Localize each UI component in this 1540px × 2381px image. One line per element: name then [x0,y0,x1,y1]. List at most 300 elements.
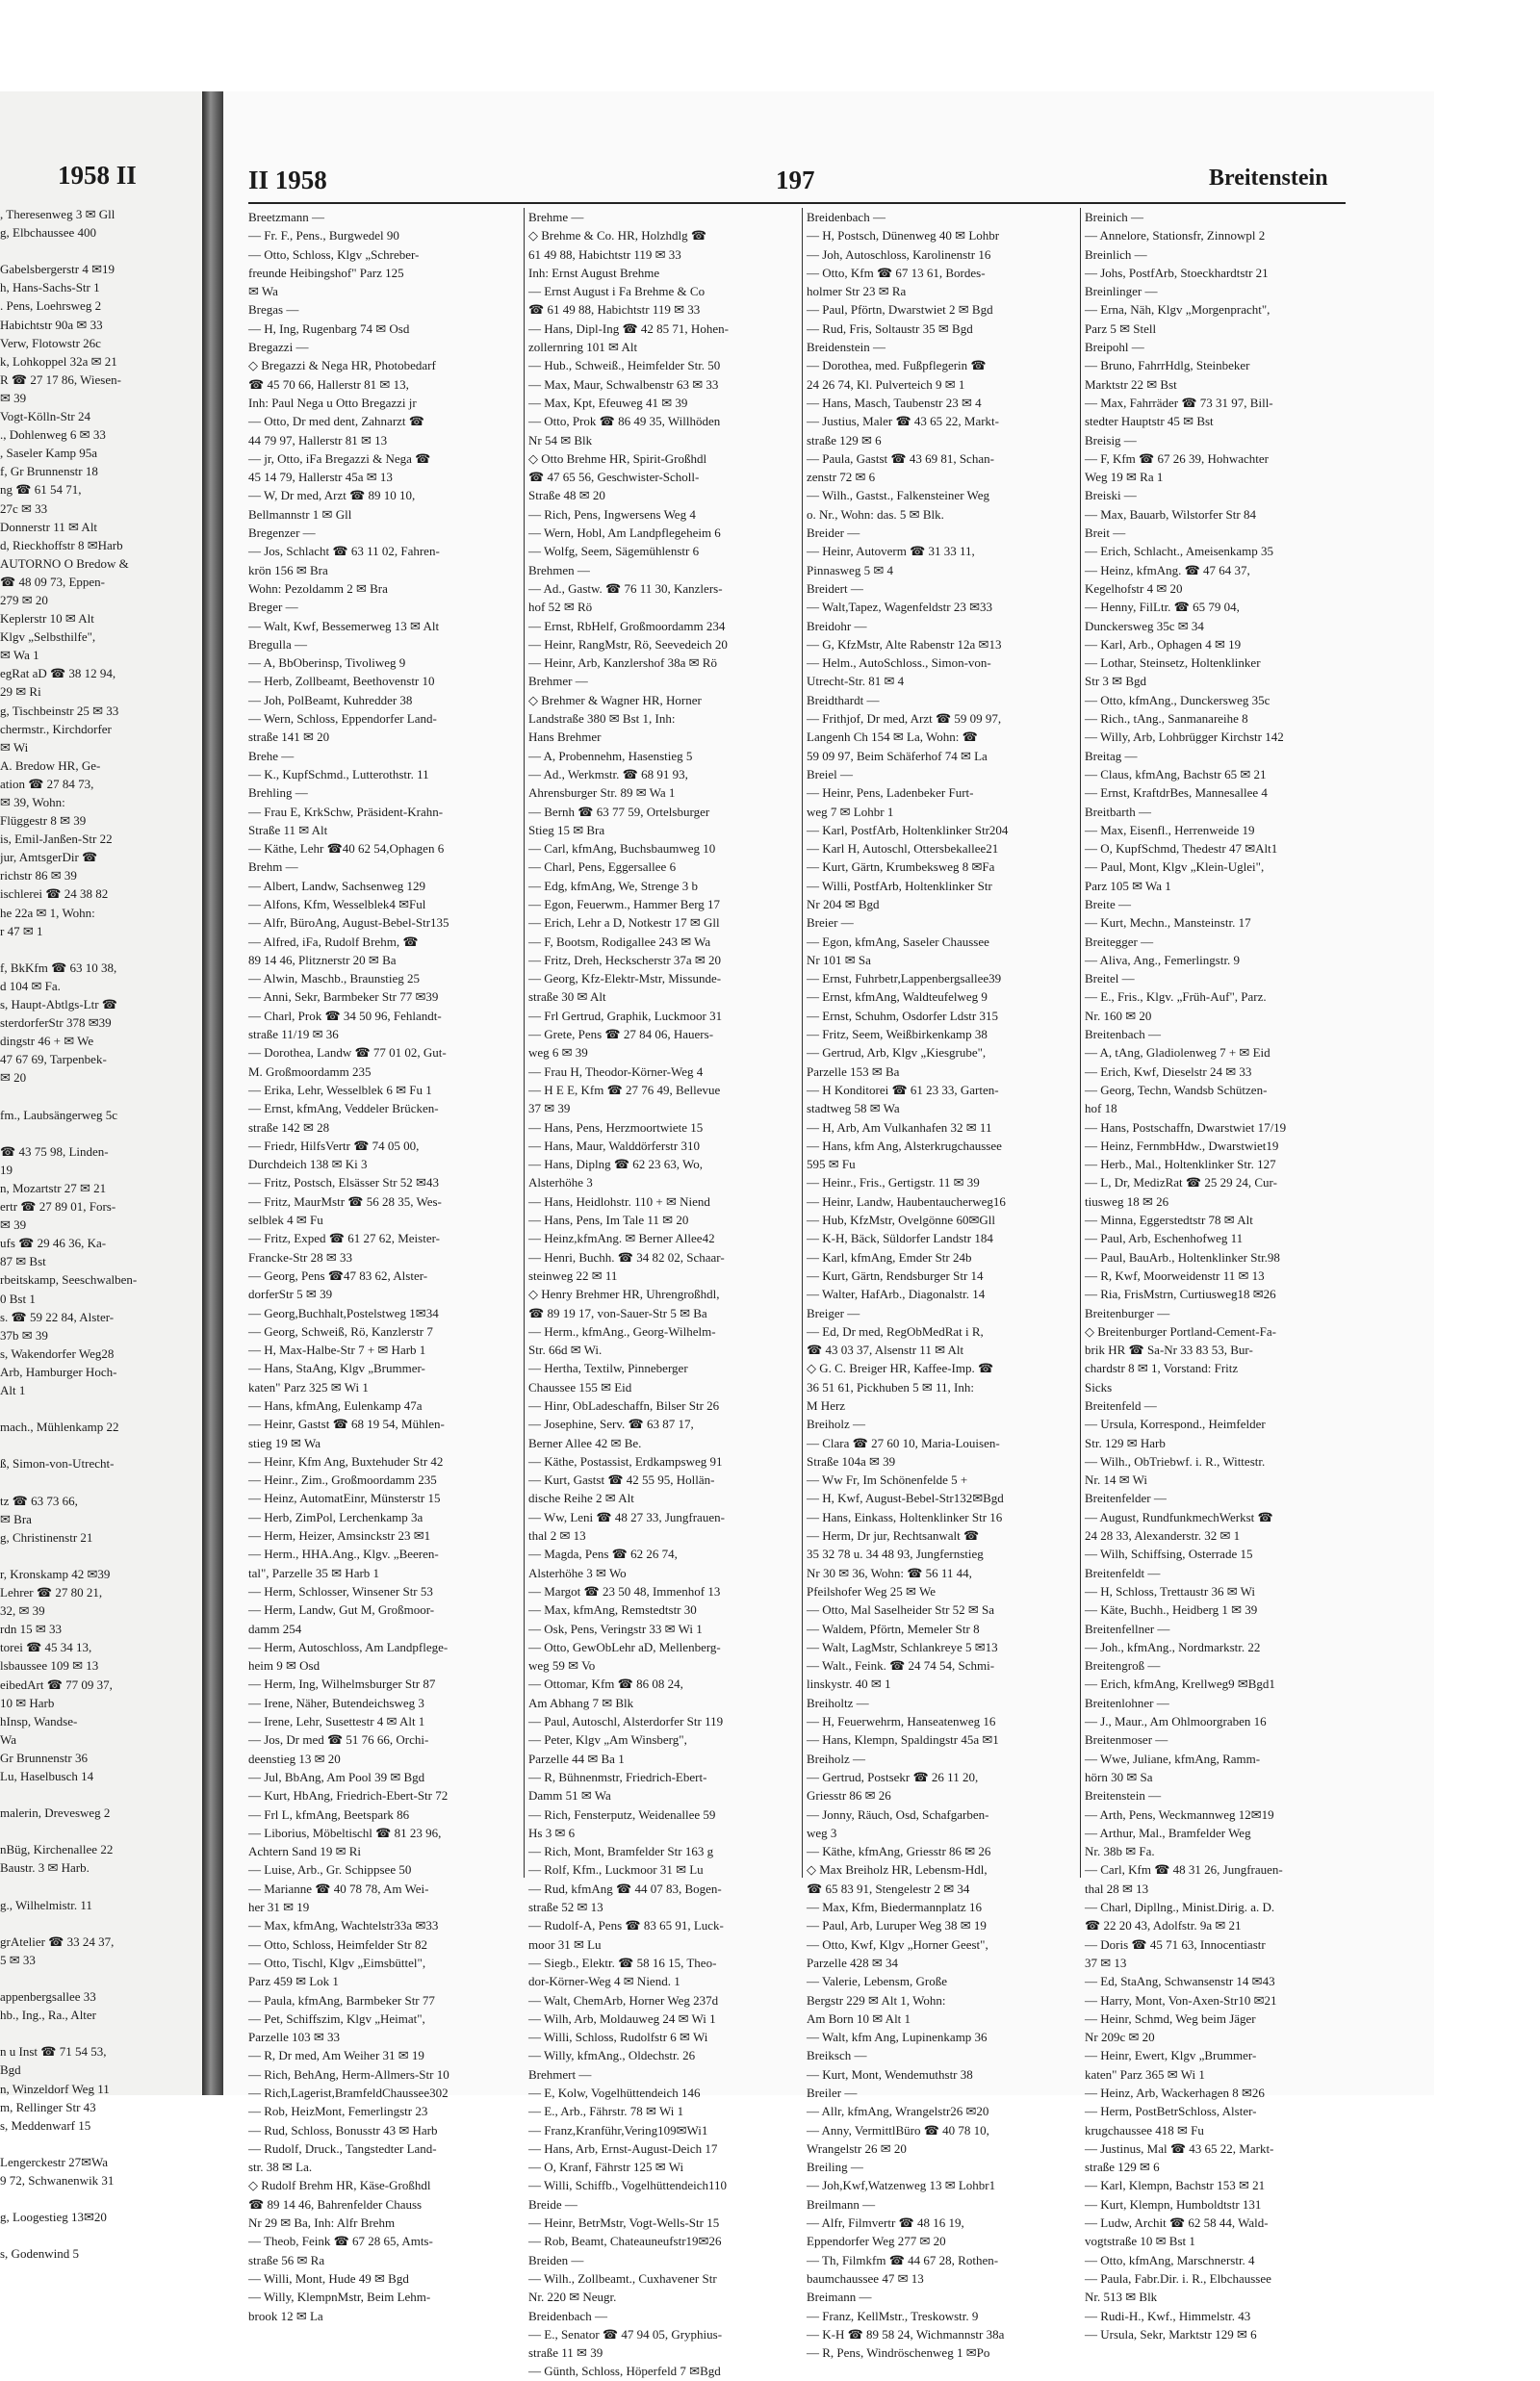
directory-line: — Willy, KlempnMstr, Beim Lehm- [248,2290,431,2305]
directory-line: — Edg, kfmAng, We, Strenge 3 b [528,878,698,893]
directory-line: — Allr, kfmAng, Wrangelstr26 ✉20 [807,2104,989,2119]
directory-line: — Wilh, Schiffsing, Osterrade 15 [1085,1547,1253,1562]
directory-line: — Joh, PolBeamt, Kuhredder 38 [248,692,413,707]
directory-line: ation ☎ 27 84 73, [0,776,94,791]
directory-line: — H, Feuerwehrm, Hanseatenweg 16 [807,1714,996,1729]
directory-line: vogtstraße 10 ✉ Bst 1 [1085,2234,1195,2249]
directory-line: — H, Kwf, August-Bebel-Str132✉Bgd [807,1491,1004,1506]
directory-line: — Käthe, Postassist, Erdkampsweg 91 [528,1453,723,1469]
directory-line: Bregas — [248,302,299,318]
directory-line: Bregenzer — [248,525,316,541]
directory-line: 279 ✉ 20 [0,592,48,607]
directory-line: lsbaussee 109 ✉ 13 [0,1658,99,1674]
directory-line: 9 72, Schwanenwik 31 [0,2173,115,2189]
directory-line: Breitenfeldt — [1085,1565,1161,1580]
directory-line: — Otto, Mal Saselheider Str 52 ✉ Sa [807,1602,995,1618]
directory-line: 29 ✉ Ri [0,684,41,700]
directory-line: — Ernst, kfmAng, Waldteufelweg 9 [807,989,988,1005]
directory-line: Breiling — [807,2160,863,2175]
directory-line: torei ☎ 45 34 13, [0,1640,92,1655]
directory-line: Kegelhofstr 4 ✉ 20 [1085,580,1183,596]
directory-line: — Kurt, Gastst ☎ 42 55 95, Hollän- [528,1472,715,1488]
directory-line: — Heinr, Gastst ☎ 68 19 54, Mühlen- [248,1417,445,1432]
directory-line: grAtelier ☎ 33 24 37, [0,1933,115,1949]
directory-line: ß, Simon-von-Utrecht- [0,1456,115,1472]
directory-line: — Heinr, Autoverm ☎ 31 33 11, [807,544,975,559]
column-divider [1080,208,1081,1878]
directory-line: — Walt, Kwf, Bessemerweg 13 ✉ Alt [248,618,440,633]
directory-line: — Ludw, Archit ☎ 62 58 44, Wald- [1085,2215,1269,2231]
directory-line: Inh: Ernst August Brehme [528,265,660,280]
directory-line: — Irene, Näher, Butendeichsweg 3 [248,1695,424,1710]
directory-line: — Hans, Klempn, Spaldingstr 45a ✉1 [807,1732,999,1748]
directory-line: Brehmert — [528,2066,592,2082]
directory-line: stedter Hauptstr 45 ✉ Bst [1085,414,1214,429]
directory-line: — Aliva, Ang., Femerlingstr. 9 [1085,952,1241,967]
directory-line: 37 ✉ 39 [528,1101,571,1116]
directory-line: jur, AmtsgerDir ☎ [0,850,98,865]
directory-line: Bellmannstr 1 ✉ Gll [248,506,352,522]
directory-line: ng ☎ 61 54 71, [0,482,82,498]
directory-line [0,2135,198,2153]
directory-line: — Justius, Maler ☎ 43 65 22, Markt- [807,414,999,429]
directory-line: Breilmann — [807,2196,876,2212]
directory-line: ◇ Breitenburger Portland-Cement-Fa- [1085,1323,1276,1339]
directory-line: weg 6 ✉ 39 [528,1045,588,1061]
directory-line: — Herm, Landw, Gut M, Großmoor- [248,1602,435,1618]
directory-line: nBüg, Kirchenallee 22 [0,1842,114,1857]
directory-line: o. Nr., Wohn: das. 5 ✉ Blk. [807,506,944,522]
directory-line: — Fritz, Postsch, Elsässer Str 52 ✉43 [248,1175,439,1190]
directory-line: h, Hans-Sachs-Str 1 [0,280,100,295]
directory-line: 45 14 79, Hallerstr 45a ✉ 13 [248,470,393,485]
directory-line: — Bruno, FahrrHdlg, Steinbeker [1085,358,1250,373]
directory-line: Breipohl — [1085,340,1144,355]
directory-line: Str. 66d ✉ Wi. [528,1343,603,1358]
directory-line: — Paul, Arb, Luruper Weg 38 ✉ 19 [807,1918,987,1933]
directory-line: — Heinz, AutomatEinr, Münsterstr 15 [248,1491,441,1506]
directory-line: — Frithjof, Dr med, Arzt ☎ 59 09 97, [807,711,1002,727]
running-header [223,166,1338,204]
directory-line: Breimann — [807,2290,872,2305]
directory-line: Baustr. 3 ✉ Harb. [0,1860,90,1876]
directory-line: ☎ 45 70 66, Hallerstr 81 ✉ 13, [248,376,409,392]
directory-line: g., Wilhelmistr. 11 [0,1897,92,1912]
directory-line: Nr 30 ✉ 36, Wohn: ☎ 56 11 44, [807,1565,972,1580]
directory-line: — Grete, Pens ☎ 27 84 06, Hauers- [528,1027,714,1042]
directory-line: — Paul, Autoschl, Alsterdorfer Str 119 [528,1714,724,1729]
directory-line: — Fritz, Exped ☎ 61 27 62, Meister- [248,1231,440,1246]
directory-line: hb., Ing., Ra., Alter [0,2008,97,2023]
directory-line: tal", Parzelle 35 ✉ Harb 1 [248,1565,380,1580]
directory-line: Stieg 15 ✉ Bra [528,822,605,837]
directory-line: — W, Dr med, Arzt ☎ 89 10 10, [248,488,416,503]
directory-line: Lengerckestr 27✉Wa [0,2154,108,2169]
directory-line: — Walt, LagMstr, Schlankreye 5 ✉13 [807,1639,998,1654]
directory-line: Breinlinger — [1085,284,1158,299]
directory-line: hof 18 [1085,1101,1117,1116]
book-gutter [202,91,223,2095]
directory-line: — Harry, Mont, Von-Axen-Str10 ✉21 [1085,1992,1277,2008]
directory-line: — Käthe, kfmAng, Griesstr 86 ✉ 26 [807,1844,991,1859]
directory-line: — Fritz, Seem, Weißbirkenkamp 38 [807,1027,988,1042]
directory-line: r 47 ✉ 1 [0,923,43,938]
directory-line: — Anni, Sekr, Barmbeker Str 77 ✉39 [248,989,439,1005]
directory-line: — Walter, HafArb., Diagonalstr. 14 [807,1287,986,1302]
directory-line: — Heinz, FernmbHdw., Dwarstwiet19 [1085,1138,1279,1153]
directory-line: — Max, Kpt, Efeuweg 41 ✉ 39 [528,395,688,410]
directory-line: — Ww, Leni ☎ 48 27 33, Jungfrauen- [528,1509,725,1524]
directory-line: ◇ Brehmer & Wagner HR, Horner [528,692,702,707]
directory-line: — Ernst, RbHelf, Großmoordamm 234 [528,618,726,633]
directory-line: Langenh Ch 154 ✉ La, Wohn: ☎ [807,730,978,745]
directory-line: — Max, Fahrräder ☎ 73 31 97, Bill- [1085,395,1273,410]
directory-line: krugchaussee 418 ✉ Fu [1085,2122,1204,2138]
directory-line: eibedArt ☎ 77 09 37, [0,1677,113,1692]
directory-line: Breider — [807,525,860,541]
directory-line: 24 26 74, Kl. Pulverteich 9 ✉ 1 [807,376,965,392]
directory-line: 47 67 69, Tarpenbek- [0,1052,107,1067]
directory-line: 35 32 78 u. 34 48 93, Jungfernstieg [807,1547,984,1562]
directory-line: Flüggestr 8 ✉ 39 [0,813,87,829]
directory-line: — Pet, Schiffszim, Klgv „Heimat", [248,2010,425,2026]
directory-line: Breiholz — [807,1417,866,1432]
column-1 [248,208,520,2325]
directory-line: Alsterhöhe 3 ✉ Wo [528,1565,627,1580]
directory-line: d 104 ✉ Fa. [0,978,61,993]
directory-line: — Frl Gertrud, Graphik, Luckmoor 31 [528,1008,723,1023]
directory-line: he 22a ✉ 1, Wohn: [0,905,95,920]
directory-line: — Ernst, Fuhrbetr,Lappenbergsallee39 [807,971,1002,986]
directory-line: — Albert, Landw, Sachsenweg 129 [248,878,426,893]
directory-line: ischlerei ☎ 24 38 82 [0,886,109,902]
directory-line: — Wilh., Gastst., Falkensteiner Weg [807,488,990,503]
directory-line: Breitag — [1085,748,1138,763]
directory-line: malerin, Drevesweg 2 [0,1805,111,1821]
directory-line: — Max, kfmAng, Wachtelstr33a ✉33 [248,1918,439,1933]
directory-line: Nr 29 ✉ Ba, Inh: Alfr Brehm [248,2215,396,2231]
directory-line: Breitbarth — [1085,804,1151,819]
directory-line: Breiger — [807,1305,860,1320]
directory-line: — Ww Fr, Im Schönenfelde 5 + [807,1472,968,1488]
directory-line: — Joh,Kwf,Watzenweg 13 ✉ Lohbr1 [807,2178,996,2193]
directory-line: — Wwe, Juliane, kfmAng, Ramm- [1085,1751,1261,1766]
directory-line: — Rob, Beamt, Chateauneufstr19✉26 [528,2234,722,2249]
directory-line: Nr 204 ✉ Bgd [807,896,880,911]
directory-line: Marktstr 22 ✉ Bst [1085,376,1177,392]
directory-line: — Heinr, Arb, Kanzlershof 38a ✉ Rö [528,655,717,671]
directory-line: Brehling — [248,785,308,801]
directory-line: ✉ Wi [0,739,29,755]
directory-line: — Willy, Arb, Lohbrügger Kirchstr 142 [1085,730,1284,745]
directory-line: straße 129 ✉ 6 [1085,2160,1160,2175]
directory-line: — Carl, kfmAng, Buchsbaumweg 10 [528,841,716,857]
directory-line: weg 3 [807,1825,837,1840]
directory-line: — J., Maur., Am Ohlmoorgraben 16 [1085,1714,1267,1729]
directory-line: Parz 105 ✉ Wa 1 [1085,878,1171,893]
directory-line: Breiski — [1085,488,1137,503]
directory-line: Verw, Flotowstr 26c [0,335,101,350]
directory-line: rdn 15 ✉ 33 [0,1622,62,1637]
directory-line: Parzelle 44 ✉ Ba 1 [528,1751,625,1766]
directory-line: ✉ 20 [0,1070,27,1086]
directory-line: Breiler — [807,2085,858,2100]
directory-line: — Rud, Schloss, Bonusstr 43 ✉ Harb [248,2122,438,2138]
directory-line: tiusweg 18 ✉ 26 [1085,1193,1169,1209]
directory-line: Brehm — [248,859,298,875]
directory-line: Breinlich — [1085,246,1147,262]
directory-line: — Johs, PostfArb, Stoeckhardtstr 21 [1085,265,1269,280]
directory-line: — Ernst, KraftdrBes, Mannesallee 4 [1085,785,1268,801]
directory-line: — Max, Bauarb, Wilstorfer Str 84 [1085,506,1256,522]
directory-line: — Waldem, Pförtn, Memeler Str 8 [807,1621,980,1636]
directory-line: Utrecht-Str. 81 ✉ 4 [807,674,905,689]
directory-line: — Max, Kfm, Biedermannplatz 16 [807,1900,982,1915]
directory-line: Breisig — [1085,432,1137,448]
directory-line: — Karl H, Autoschl, Ottersbekallee21 [807,841,999,857]
directory-line: — Ursula, Sekr, Marktstr 129 ✉ 6 [1085,2326,1257,2342]
directory-line: Breidthardt — [807,692,880,707]
directory-line: straße 11 ✉ 39 [528,2345,603,2361]
directory-line: thal 28 ✉ 13 [1085,1881,1149,1896]
directory-line: Breidohr — [807,618,867,633]
directory-line: damm 254 [248,1621,302,1636]
directory-line: Breiden — [528,2252,584,2267]
directory-line: 36 51 61, Pickhuben 5 ✉ 11, Inh: [807,1379,974,1395]
directory-line: — Rich, Mont, Bramfelder Str 163 g [528,1844,714,1859]
directory-line: — Ernst August i Fa Brehme & Co [528,284,706,299]
directory-line: — Erna, Näh, Klgv „Morgenpracht", [1085,302,1270,318]
directory-line: Donnerstr 11 ✉ Alt [0,519,98,534]
directory-line: hof 52 ✉ Rö [528,600,593,615]
directory-line: — Rich., tAng., Sanmanareihe 8 [1085,711,1248,727]
directory-line: — Karl, Klempn, Bachstr 153 ✉ 21 [1085,2178,1266,2193]
directory-line: g, Loogestieg 13✉20 [0,2210,107,2225]
directory-line: — Jos, Schlacht ☎ 63 11 02, Fahren- [248,544,440,559]
directory-line: Francke-Str 28 ✉ 33 [248,1249,353,1265]
directory-line: — Kurt, Mont, Wendemuthstr 38 [807,2066,973,2082]
directory-line: ✉ 39, Wohn: [0,795,65,809]
directory-line: zollernring 101 ✉ Alt [528,340,638,355]
directory-line: 10 ✉ Harb [0,1695,55,1710]
directory-line: — jr, Otto, iFa Bregazzi & Nega ☎ [248,450,431,466]
directory-line: Parz 459 ✉ Lok 1 [248,1974,339,1989]
directory-line: — Hub, KfzMstr, Ovelgönne 60✉Gll [807,1213,995,1228]
directory-line: s. ☎ 59 22 84, Alster- [0,1309,115,1324]
directory-line: straße 11/19 ✉ 36 [248,1027,339,1042]
directory-line: Parz 5 ✉ Stell [1085,320,1157,336]
directory-line: s, Wakendorfer Weg28 [0,1345,115,1361]
directory-line: — Käte, Buchh., Heidberg 1 ✉ 39 [1085,1602,1258,1618]
directory-line: Inh: Paul Nega u Otto Bregazzi jr [248,395,417,410]
directory-line: Breiholtz — [807,1695,869,1710]
directory-line: fm., Laubsängerweg 5c [0,1107,118,1122]
column-3 [807,208,1078,2362]
directory-line: M Herz [807,1398,846,1413]
directory-line: — Erich, kfmAng, Krellweg9 ✉Bgd1 [1085,1677,1275,1692]
directory-line: — R, Kwf, Moorweidenstr 11 ✉ 13 [1085,1267,1265,1283]
directory-line: tz ☎ 63 73 66, [0,1493,78,1508]
directory-line: Breitenstein — [1085,1788,1162,1804]
directory-line: — August, RundfunkmechWerkst ☎ [1085,1509,1273,1524]
directory-line: — Heinr, Ewert, Klgv „Brummer- [1085,2048,1257,2063]
directory-line: — Walt., Feink. ☎ 24 74 54, Schmi- [807,1658,995,1674]
directory-line: — Max, Eisenfl., Herrenweide 19 [1085,822,1255,837]
directory-line: 5 ✉ 33 [0,1952,36,1967]
header-keyword: Breitenstein [1209,166,1328,191]
directory-line: Sicks [1085,1379,1113,1395]
directory-line: ✉ Wa [248,284,278,299]
directory-line: — Ria, FrisMstrn, Curtiusweg18 ✉26 [1085,1287,1276,1302]
directory-line: n, Winzeldorf Weg 11 [0,2081,110,2096]
directory-line: baumchaussee 47 ✉ 13 [807,2270,924,2286]
directory-line: — Claus, kfmAng, Bachstr 65 ✉ 21 [1085,766,1267,781]
directory-line: — Wern, Schloss, Eppendorfer Land- [248,711,437,727]
directory-line: — Herm, PostBetrSchloss, Alster- [1085,2104,1257,2119]
directory-line: ✉ Wa 1 [0,648,39,663]
directory-line: 27c ✉ 33 [0,500,48,516]
directory-line: deenstieg 13 ✉ 20 [248,1751,341,1766]
directory-line: Ahrensburger Str. 89 ✉ Wa 1 [528,785,676,801]
directory-line: straße 52 ✉ 13 [528,1900,603,1915]
directory-line: M. Großmoordamm 235 [248,1063,372,1079]
directory-line: — Ernst, Schuhm, Osdorfer Ldstr 315 [807,1008,998,1023]
page-margin [1434,91,1540,2095]
directory-line: — Hans, Arb, Ernst-August-Deich 17 [528,2140,718,2156]
directory-line: — Rich, BehAng, Herm-Allmers-Str 10 [248,2066,449,2082]
directory-line: — R, Dr med, Am Weiher 31 ✉ 19 [248,2048,424,2063]
directory-line: Nr 54 ✉ Blk [528,432,593,448]
directory-line [0,1785,198,1804]
directory-line: richstr 86 ✉ 39 [0,868,77,883]
directory-line: — Otto, Kfm ☎ 67 13 61, Bordes- [807,265,986,280]
directory-line: Brehmen — [528,562,590,577]
directory-line: Breitel — [1085,971,1135,986]
directory-line: Str 3 ✉ Bgd [1085,674,1146,689]
directory-line: rbeitskamp, Seeschwalben- [0,1272,138,1288]
directory-line: chardstr 8 ✉ 1, Vorstand: Fritz [1085,1361,1239,1376]
directory-line: Hans Brehmer [528,730,602,745]
directory-line: — Max, kfmAng, Remstedtstr 30 [528,1602,697,1618]
directory-line: AUTORNO O Bredow & [0,555,129,571]
directory-line: Breidenstein — [807,340,886,355]
directory-line: — Otto, Prok ☎ 86 49 35, Willhöden [528,414,721,429]
directory-line: Nr 209c ✉ 20 [1085,2030,1155,2045]
directory-line: — Franz,Kranführ,Vering109✉Wi1 [528,2122,708,2138]
directory-line: — Wilh., Zollbeamt., Cuxhavener Str [528,2270,717,2286]
directory-line: Breitenlohner — [1085,1695,1169,1710]
directory-line: Breetzmann — [248,210,325,224]
directory-line: Breidenbach — [528,2308,607,2323]
directory-line: — Arthur, Mal., Bramfelder Weg [1085,1825,1251,1840]
directory-line: — Hans, Maur, Walddörferstr 310 [528,1138,700,1153]
directory-line: ☎ 22 20 43, Adolfstr. 9a ✉ 21 [1085,1918,1242,1933]
directory-line: Durchdeich 138 ✉ Ki 3 [248,1157,368,1172]
directory-line: 37b ✉ 39 [0,1327,48,1343]
directory-line: — Osk, Pens, Veringstr 33 ✉ Wi 1 [528,1621,703,1636]
directory-line: Brehme — [528,210,584,224]
directory-line: — Ursula, Korrespond., Heimfelder [1085,1417,1266,1432]
directory-line [0,1436,198,1454]
directory-line: — Willi, Schloss, Rudolfstr 6 ✉ Wi [528,2030,708,2045]
directory-line: Pinnasweg 5 ✉ 4 [807,562,893,577]
directory-line: — Clara ☎ 27 60 10, Maria-Louisen- [807,1435,1000,1450]
directory-line: — Käthe, Lehr ☎40 62 54,Ophagen 6 [248,841,445,857]
directory-line: Parzelle 103 ✉ 33 [248,2030,341,2045]
directory-line: — Alfons, Kfm, Wesselblek4 ✉Ful [248,896,426,911]
directory-line: — R, Bühnenmstr, Friedrich-Ebert- [528,1769,707,1784]
header-left: II 1958 [248,166,327,194]
directory-line: Nr 101 ✉ Sa [807,952,871,967]
directory-line: Breinich — [1085,210,1144,224]
directory-line: Breite — [1085,896,1132,911]
directory-line: Bregazzi — [248,340,309,355]
column-2 [528,208,800,2381]
directory-line: zenstr 72 ✉ 6 [807,470,876,485]
directory-line [0,1914,198,1933]
directory-line: — Egon, Feuerwm., Hammer Berg 17 [528,896,721,911]
directory-line: — Heinr, BetrMstr, Vogt-Wells-Str 15 [528,2215,720,2231]
directory-line: Breitenbach — [1085,1027,1162,1042]
directory-line: dingstr 46 + ✉ We [0,1034,94,1049]
directory-line: Breiel — [807,766,854,781]
directory-line: — Erich, Lehr a D, Notkestr 17 ✉ Gll [528,915,720,931]
directory-line: — Erich, Kwf, Dieselstr 24 ✉ 33 [1085,1063,1252,1079]
directory-line: — Gertrud, Postsekr ☎ 26 11 20, [807,1769,979,1784]
directory-line: Landstraße 380 ✉ Bst 1, Inh: [528,711,676,727]
directory-line: ◇ Max Breiholz HR, Lebensm-Hdl, [807,1862,988,1878]
directory-line: — Kurt, Klempn, Humboldtstr 131 [1085,2196,1262,2212]
directory-line: Dunckersweg 35c ✉ 34 [1085,618,1204,633]
directory-line: Chaussee 155 ✉ Eid [528,1379,632,1395]
directory-line: ◇ Brehme & Co. HR, Holzhdlg ☎ [528,228,707,243]
directory-line: 32, ✉ 39 [0,1603,45,1619]
directory-line: , Theresenweg 3 ✉ Gll [0,207,116,221]
directory-line: — Walt, ChemArb, Horner Weg 237d [528,1992,719,2008]
directory-line: — H, Postsch, Dünenweg 40 ✉ Lohbr [807,228,1000,243]
directory-line: — Georg, Techn, Wandsb Schützen- [1085,1082,1268,1097]
directory-line: — Willi, PostfArb, Holtenklinker Str [807,878,992,893]
directory-line: — Josephine, Serv. ☎ 63 87 17, [528,1417,694,1432]
directory-line: — Jul, BbAng, Am Pool 39 ✉ Bgd [248,1769,425,1784]
directory-line: m, Rellinger Str 43 [0,2099,96,2114]
directory-line: Nr. 14 ✉ Wi [1085,1472,1148,1488]
directory-line: — Wilh, Arb, Moldauweg 24 ✉ Wi 1 [528,2010,716,2026]
directory-line: — Fritz, MaurMstr ☎ 56 28 35, Wes- [248,1193,442,1209]
directory-line: egRat aD ☎ 38 12 94, [0,666,116,681]
directory-line: 0 Bst 1 [0,1291,36,1306]
directory-line: ☎ 61 49 88, Habichtstr 119 ✉ 33 [528,302,701,318]
directory-line [0,1547,198,1565]
directory-line: Hs 3 ✉ 6 [528,1825,576,1840]
directory-line: — H Konditorei ☎ 61 23 33, Garten- [807,1082,999,1097]
directory-line [0,2189,198,2208]
directory-line: Breiksch — [807,2048,867,2063]
directory-line: — Rud, kfmAng ☎ 44 07 83, Bogen- [528,1881,722,1896]
directory-line: straße 142 ✉ 28 [248,1119,330,1135]
column-divider [524,208,525,1878]
directory-line: — Ad., Werkmstr. ☎ 68 91 93, [528,766,688,781]
directory-line: Am Abhang 7 ✉ Blk [528,1695,634,1710]
directory-line: Straße 104a ✉ 39 [807,1453,896,1469]
directory-line: — F, Bootsm, Rodigallee 243 ✉ Wa [528,934,711,949]
directory-line: 87 ✉ Bst [0,1254,46,1269]
directory-line: — A, BbOberinsp, Tivoliweg 9 [248,655,406,671]
directory-line: ◇ Otto Brehme HR, Spirit-Großhdl [528,450,707,466]
directory-line: brook 12 ✉ La [248,2308,323,2323]
directory-line: Pfeilshofer Weg 25 ✉ We [807,1583,936,1599]
directory-line: — E., Fris., Klgv. „Früh-Auf", Parz. [1085,989,1267,1005]
